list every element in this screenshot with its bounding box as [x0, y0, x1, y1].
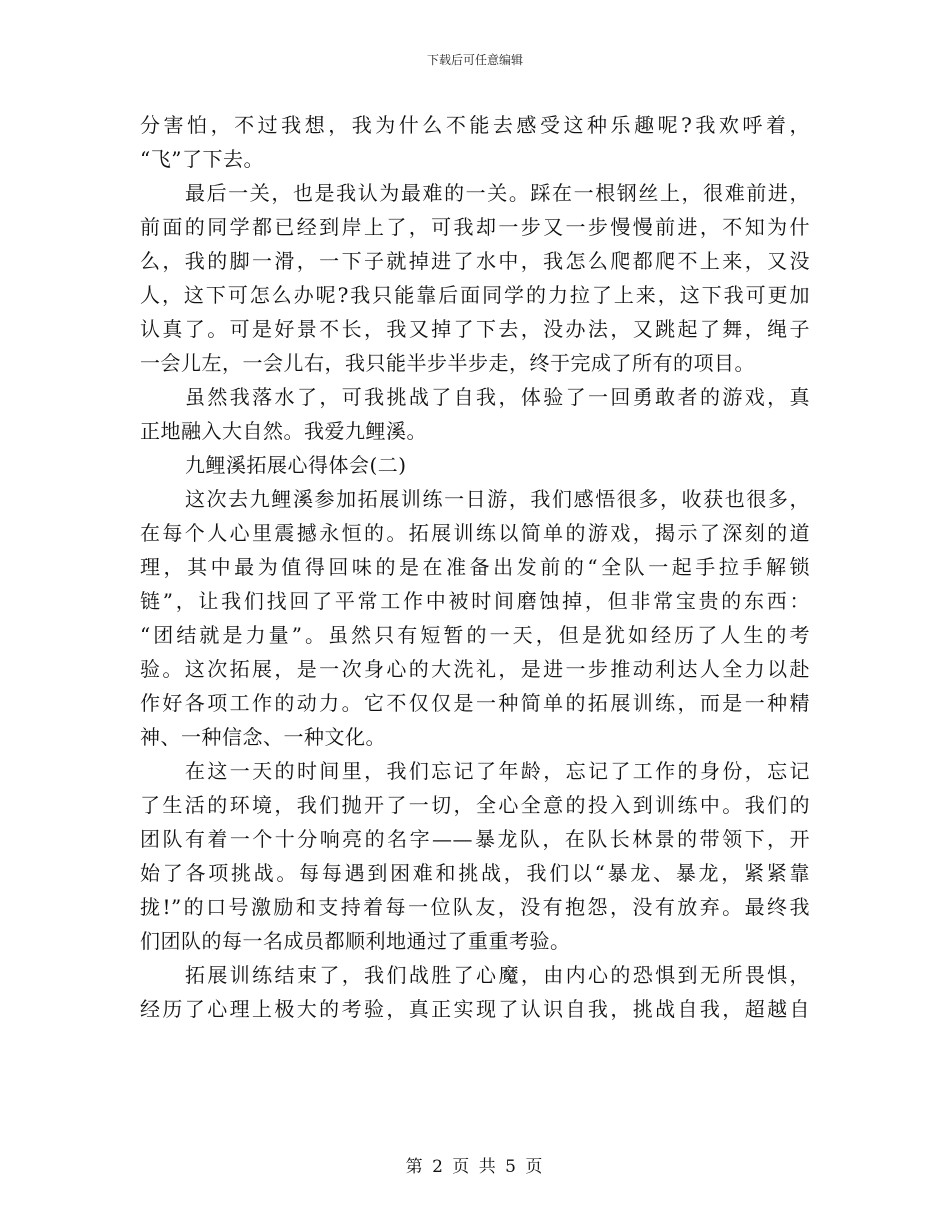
text-line: 理，其中最为值得回味的是在准备出发前的“全队一起手拉手解锁 — [140, 555, 810, 579]
text-line: 验。这次拓展，是一次身心的大洗礼，是进一步推动利达人全力以赴 — [140, 657, 810, 681]
text-line: 在每个人心里震撼永恒的。拓展训练以简单的游戏，揭示了深刻的道 — [140, 521, 810, 545]
text-line: 最后一关，也是我认为最难的一关。踩在一根钢丝上，很难前进， — [185, 181, 810, 205]
document-body — [140, 108, 810, 1026]
text-line: 拢!”的口号激励和支持着每一位队友，没有抱怨，没有放弃。最终我 — [140, 895, 810, 919]
text-line: 前面的同学都已经到岸上了，可我却一步又一步慢慢前进，不知为什 — [140, 215, 810, 239]
text-line: 九鲤溪拓展心得体会(二) — [185, 453, 407, 477]
page-number: 第 2 页 共 5 页 — [405, 1157, 545, 1177]
text-line: 一会儿左，一会儿右，我只能半步半步走，终于完成了所有的项目。 — [140, 351, 755, 375]
text-line: “团结就是力量”。虽然只有短暂的一天，但是犹如经历了人生的考 — [140, 623, 810, 647]
text-line: 神、一种信念、一种文化。 — [140, 725, 386, 749]
text-line: 始了各项挑战。每每遇到困难和挑战，我们以“暴龙、暴龙，紧紧靠 — [140, 861, 810, 885]
text-line: 们团队的每一名成员都顺利地通过了重重考验。 — [140, 929, 571, 953]
text-line: 虽然我落水了，可我挑战了自我，体验了一回勇敢者的游戏，真 — [185, 385, 810, 409]
text-line: 认真了。可是好景不长，我又掉了下去，没办法，又跳起了舞，绳子 — [140, 317, 810, 341]
header-note: 下载后可任意编辑 — [426, 53, 523, 67]
text-line: 作好各项工作的动力。它不仅仅是一种简单的拓展训练，而是一种精 — [140, 691, 810, 715]
text-line: 了生活的环境，我们抛开了一切，全心全意的投入到训练中。我们的 — [140, 793, 810, 817]
text-line: 这次去九鲤溪参加拓展训练一日游，我们感悟很多，收获也很多， — [185, 487, 810, 511]
text-line: 分害怕，不过我想，我为什么不能去感受这种乐趣呢?我欢呼着， — [140, 113, 810, 137]
text-line: “飞”了下去。 — [140, 147, 264, 171]
text-line: 人，这下可怎么办呢?我只能靠后面同学的力拉了上来，这下我可更加 — [140, 283, 810, 307]
text-line: 链”，让我们找回了平常工作中被时间磨蚀掉，但非常宝贵的东西： — [140, 589, 810, 613]
text-line: 团队有着一个十分响亮的名字——暴龙队，在队长林景的带领下，开 — [140, 827, 810, 851]
text-line: 么，我的脚一滑，一下子就掉进了水中，我怎么爬都爬不上来，又没 — [140, 249, 810, 273]
text-line: 拓展训练结束了，我们战胜了心魔，由内心的恐惧到无所畏惧， — [185, 963, 810, 987]
text-line: 经历了心理上极大的考验，真正实现了认识自我，挑战自我，超越自 — [140, 997, 810, 1021]
text-line: 正地融入大自然。我爱九鲤溪。 — [140, 419, 427, 443]
text-line: 在这一天的时间里，我们忘记了年龄，忘记了工作的身份，忘记 — [185, 759, 810, 783]
